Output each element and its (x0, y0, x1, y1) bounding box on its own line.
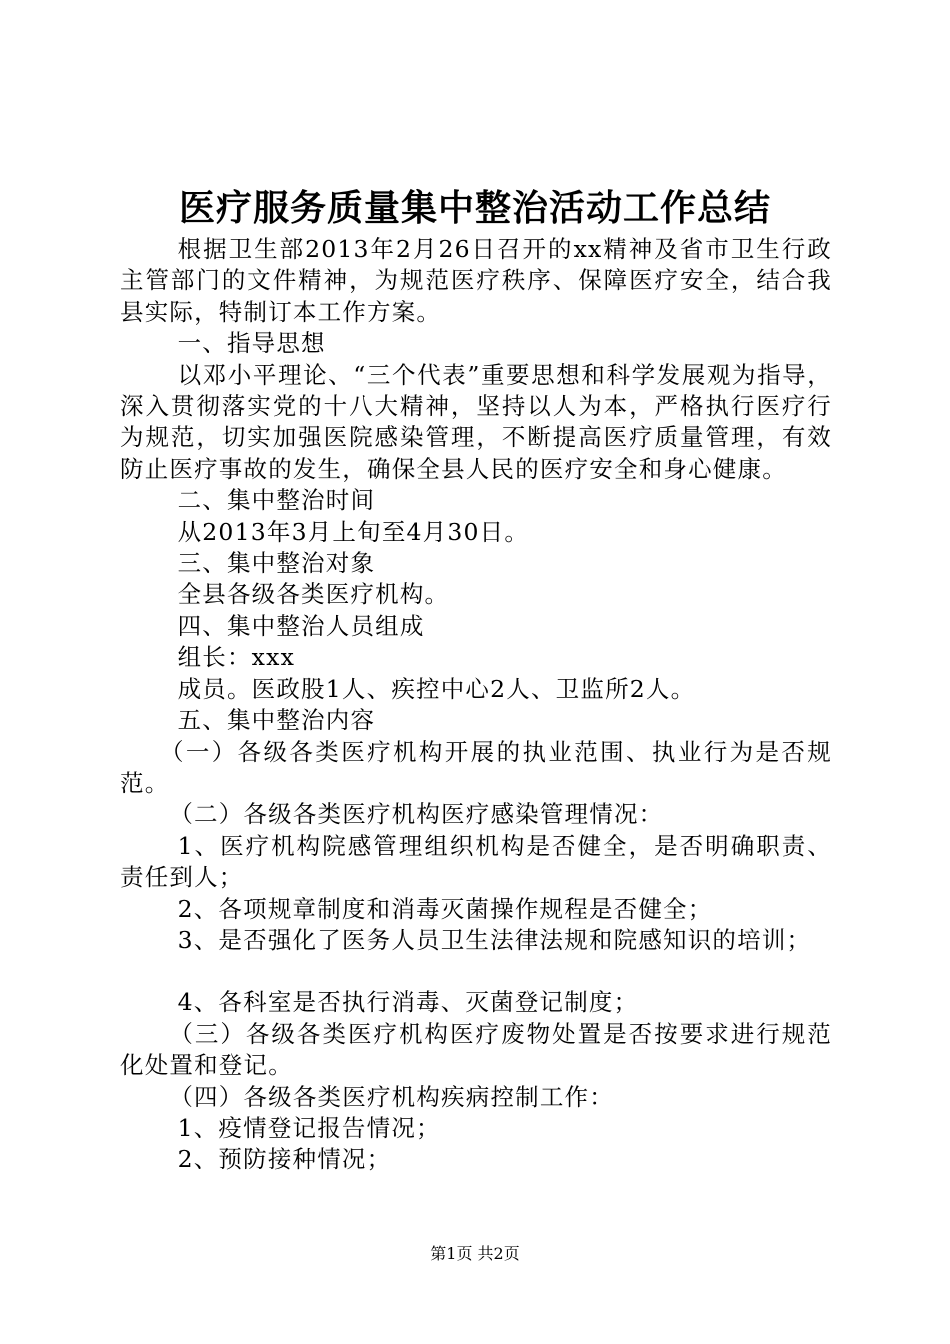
section-heading-guiding-ideology: 一、指导思想 (177, 329, 326, 358)
paragraph-item-4: （四）各级各类医疗机构疾病控制工作： (169, 1082, 614, 1111)
paragraph-spacer (120, 956, 832, 987)
section-heading-time: 二、集中整治时间 (177, 486, 376, 515)
paragraph-item-2: （二）各级各类医疗机构医疗感染管理情况： (169, 800, 664, 829)
paragraph-subitem-2-3: 3、是否强化了医务人员卫生法律法规和院感知识的培训； (177, 925, 812, 954)
paragraph-guiding-ideology: 以邓小平理论、“三个代表”重要思想和科学发展观为指导，深入贯彻落实党的十八大精神，坚持以人为本，严格执行医疗行为规范，切实加强医院感染管理，不断提高医疗质量管理，有效防止医疗事故的发生，确保全县人民的医疗安全和身心健康。 (120, 360, 832, 483)
section-heading-content: 五、集中整治内容 (177, 706, 376, 735)
paragraph-targets: 全县各级各类医疗机构。 (177, 580, 450, 609)
document-title: 医疗服务质量集中整治活动工作总结 (178, 187, 771, 229)
paragraph-item-1: （一）各级各类医疗机构开展的执业范围、执业行为是否规范。 (120, 737, 832, 797)
paragraph-subitem-4-2: 2、预防接种情况； (177, 1145, 392, 1174)
paragraph-subitem-2-1: 1、医疗机构院感管理组织机构是否健全，是否明确职责、责任到人； (120, 831, 832, 892)
paragraph-item-3: （三）各级各类医疗机构医疗废物处置是否按要求进行规范化处置和登记。 (120, 1019, 832, 1080)
page-footer: 第1页 共2页 (430, 1244, 520, 1263)
paragraph-time: 从2013年3月上旬至4月30日。 (177, 517, 530, 546)
paragraph-intro: 根据卫生部2013年2月26日召开的xx精神及省市卫生行政主管部门的文件精神，为规范医疗秩序、保障医疗安全，结合我县实际，特制订本工作方案。 (120, 235, 832, 326)
section-heading-personnel: 四、集中整治人员组成 (177, 611, 425, 640)
paragraph-subitem-2-2: 2、各项规章制度和消毒灭菌操作规程是否健全； (177, 894, 713, 923)
section-heading-targets: 三、集中整治对象 (177, 549, 376, 578)
paragraph-team-members: 成员。医政股1人、疾控中心2人、卫监所2人。 (177, 674, 696, 703)
document-body (120, 234, 832, 1176)
paragraph-team-leader: 组长：xxx (177, 643, 296, 672)
paragraph-subitem-4-1: 1、疫情登记报告情况； (177, 1113, 441, 1142)
paragraph-subitem-2-4: 4、各科室是否执行消毒、灭菌登记制度； (177, 988, 639, 1017)
